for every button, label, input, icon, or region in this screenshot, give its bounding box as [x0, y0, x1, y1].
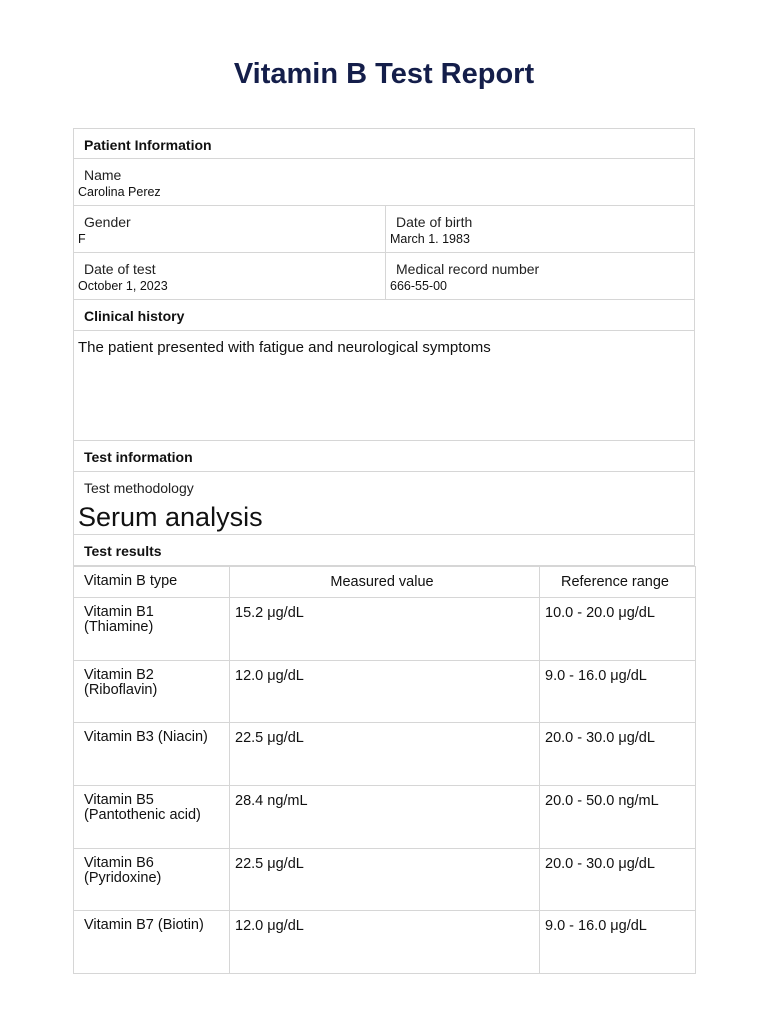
vitamin-type-cell: Vitamin B5 (Pantothenic acid) — [74, 786, 230, 849]
measured-value-cell[interactable]: 28.4 ng/mL — [230, 786, 540, 849]
page-title: Vitamin B Test Report — [233, 58, 535, 90]
table-row — [74, 723, 696, 786]
reference-range-cell: 10.0 - 20.0 μg/dL — [540, 598, 696, 661]
reference-range-cell: 20.0 - 30.0 μg/dL — [540, 848, 696, 911]
vitamin-type-cell: Vitamin B3 (Niacin) — [74, 723, 230, 786]
table-row — [74, 660, 696, 723]
dob-label: Date of birth — [396, 214, 473, 230]
measured-value-cell[interactable]: 22.5 μg/dL — [230, 723, 540, 786]
test-date-mrn-row — [73, 253, 695, 300]
vitamin-type-cell: Vitamin B7 (Biotin) — [74, 911, 230, 974]
measured-value-cell[interactable]: 22.5 μg/dL — [230, 848, 540, 911]
name-label: Name — [84, 167, 122, 183]
measured-value-cell[interactable]: 15.2 μg/dL — [230, 598, 540, 661]
test-date-cell — [74, 253, 385, 299]
report-form — [73, 128, 695, 974]
results-table — [73, 566, 696, 974]
dob-value[interactable]: March 1. 1983 — [390, 232, 470, 246]
name-value[interactable]: Carolina Perez — [78, 185, 161, 199]
name-row — [73, 159, 695, 206]
col-header-range: Reference range — [540, 567, 696, 598]
clinical-history-text: The patient presented with fatigue and neurological symptoms — [78, 339, 491, 356]
vitamin-type-cell: Vitamin B1 (Thiamine) — [74, 598, 230, 661]
gender-dob-row — [73, 206, 695, 253]
col-header-type: Vitamin B type — [74, 567, 230, 598]
test-date-value[interactable]: October 1, 2023 — [78, 279, 168, 293]
vitamin-type-cell: Vitamin B2 (Riboflavin) — [74, 660, 230, 723]
reference-range-cell: 9.0 - 16.0 μg/dL — [540, 660, 696, 723]
measured-value-cell[interactable]: 12.0 μg/dL — [230, 660, 540, 723]
mrn-value[interactable]: 666-55-00 — [390, 279, 447, 293]
patient-info-heading: Patient Information — [73, 128, 695, 159]
gender-cell — [74, 206, 385, 252]
reference-range-cell: 20.0 - 30.0 μg/dL — [540, 723, 696, 786]
table-row — [74, 848, 696, 911]
reference-range-cell: 9.0 - 16.0 μg/dL — [540, 911, 696, 974]
table-row — [74, 598, 696, 661]
test-results-heading: Test results — [73, 535, 695, 566]
table-row — [74, 911, 696, 974]
mrn-cell — [385, 253, 694, 299]
clinical-history-heading: Clinical history — [73, 300, 695, 331]
results-header-row — [74, 567, 696, 598]
col-header-value: Measured value — [230, 567, 540, 598]
test-info-heading: Test information — [73, 441, 695, 472]
gender-label: Gender — [84, 214, 131, 230]
test-date-label: Date of test — [84, 261, 156, 277]
mrn-label: Medical record number — [396, 261, 540, 277]
reference-range-cell: 20.0 - 50.0 ng/mL — [540, 786, 696, 849]
methodology-value[interactable]: Serum analysis — [78, 502, 263, 532]
table-row — [74, 786, 696, 849]
measured-value-cell[interactable]: 12.0 μg/dL — [230, 911, 540, 974]
methodology-row — [73, 472, 695, 535]
dob-cell — [385, 206, 694, 252]
vitamin-type-cell: Vitamin B6 (Pyridoxine) — [74, 848, 230, 911]
gender-value[interactable]: F — [78, 232, 86, 246]
clinical-history-box[interactable] — [73, 331, 695, 441]
methodology-label: Test methodology — [84, 480, 194, 496]
